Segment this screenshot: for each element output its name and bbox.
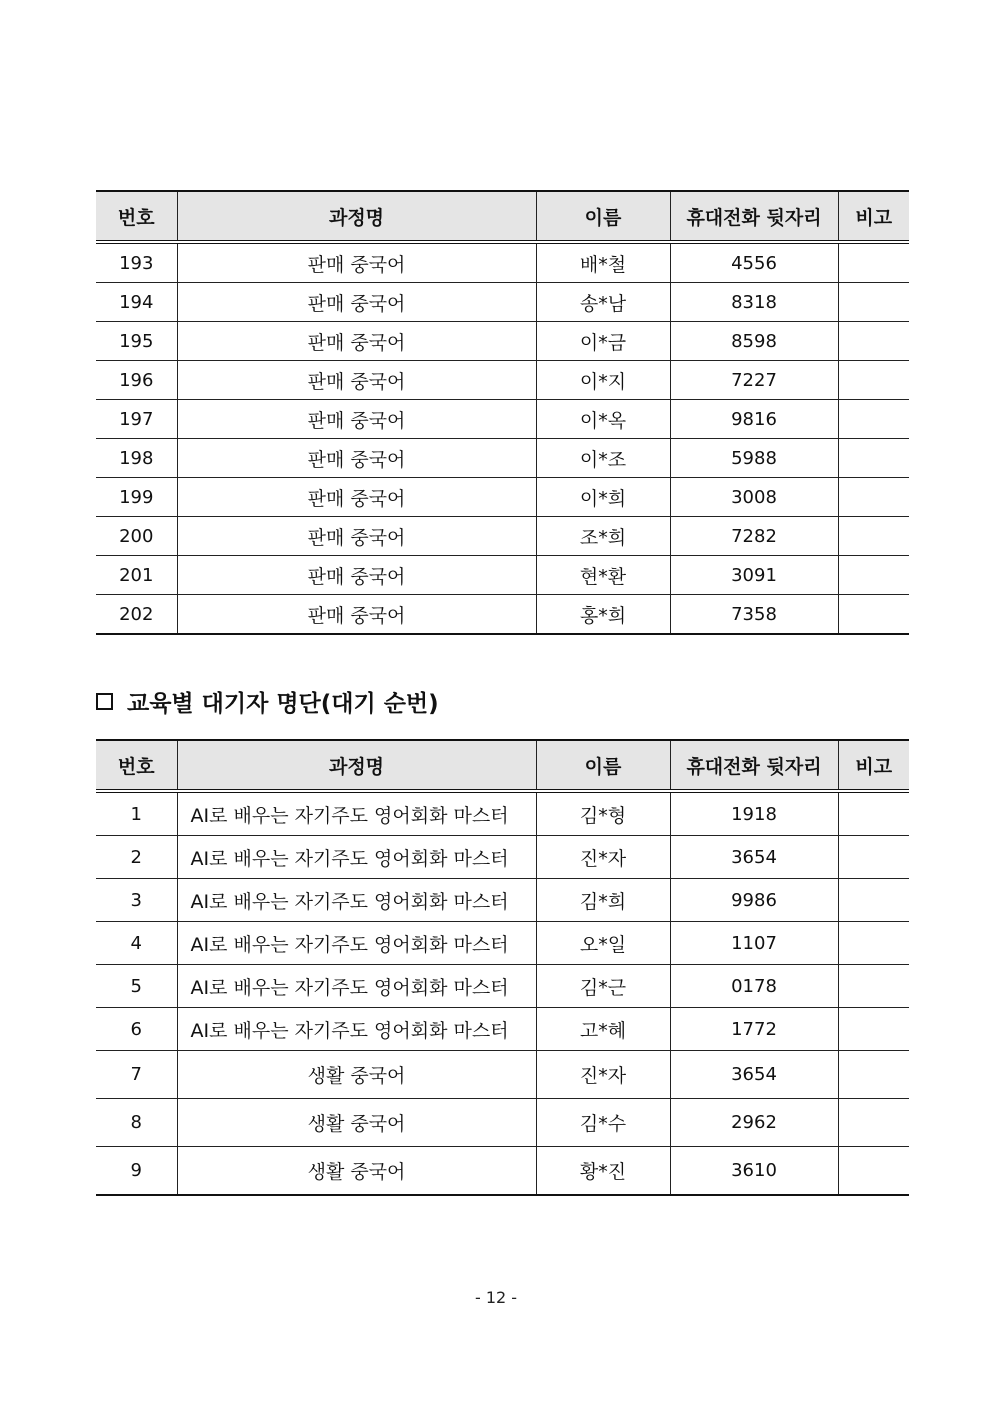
cell-name: 오*일 xyxy=(536,922,670,965)
cell-course: 판매 중국어 xyxy=(177,556,536,595)
table-row xyxy=(96,556,909,595)
cell-phone: 7282 xyxy=(670,517,838,556)
cell-name: 김*근 xyxy=(536,965,670,1008)
waitlist-table xyxy=(96,739,909,1196)
header-phone-last-digits: 휴대전화 뒷자리 xyxy=(670,191,838,242)
header-remarks: 비고 xyxy=(838,740,909,791)
table-header-row xyxy=(96,191,909,242)
cell-name: 황*진 xyxy=(536,1147,670,1196)
cell-course: 판매 중국어 xyxy=(177,517,536,556)
cell-number: 1 xyxy=(96,791,177,836)
cell-remarks xyxy=(838,1099,909,1147)
table-row xyxy=(96,1008,909,1051)
cell-phone: 7358 xyxy=(670,595,838,635)
cell-phone: 1772 xyxy=(670,1008,838,1051)
cell-course: 판매 중국어 xyxy=(177,361,536,400)
cell-number: 199 xyxy=(96,478,177,517)
cell-course: AI로 배우는 자기주도 영어회화 마스터 xyxy=(177,965,536,1008)
cell-course: 판매 중국어 xyxy=(177,439,536,478)
cell-phone: 9816 xyxy=(670,400,838,439)
header-name: 이름 xyxy=(536,740,670,791)
table-row xyxy=(96,283,909,322)
header-course: 과정명 xyxy=(177,191,536,242)
cell-course: 생활 중국어 xyxy=(177,1051,536,1099)
table-row xyxy=(96,922,909,965)
cell-number: 3 xyxy=(96,879,177,922)
header-phone-last-digits: 휴대전화 뒷자리 xyxy=(670,740,838,791)
cell-course: AI로 배우는 자기주도 영어회화 마스터 xyxy=(177,1008,536,1051)
cell-phone: 8598 xyxy=(670,322,838,361)
cell-number: 8 xyxy=(96,1099,177,1147)
cell-number: 200 xyxy=(96,517,177,556)
table-row xyxy=(96,439,909,478)
cell-number: 194 xyxy=(96,283,177,322)
cell-course: AI로 배우는 자기주도 영어회화 마스터 xyxy=(177,922,536,965)
cell-course: 판매 중국어 xyxy=(177,322,536,361)
cell-name: 이*지 xyxy=(536,361,670,400)
cell-name: 홍*희 xyxy=(536,595,670,635)
header-course: 과정명 xyxy=(177,740,536,791)
cell-phone: 3091 xyxy=(670,556,838,595)
cell-remarks xyxy=(838,439,909,478)
cell-phone: 3610 xyxy=(670,1147,838,1196)
table-row xyxy=(96,965,909,1008)
header-remarks: 비고 xyxy=(838,191,909,242)
cell-number: 196 xyxy=(96,361,177,400)
cell-course: 판매 중국어 xyxy=(177,242,536,283)
cell-name: 이*옥 xyxy=(536,400,670,439)
cell-name: 진*자 xyxy=(536,836,670,879)
header-number: 번호 xyxy=(96,740,177,791)
cell-phone: 1107 xyxy=(670,922,838,965)
cell-remarks xyxy=(838,517,909,556)
cell-name: 이*희 xyxy=(536,478,670,517)
cell-number: 202 xyxy=(96,595,177,635)
cell-number: 2 xyxy=(96,836,177,879)
header-name: 이름 xyxy=(536,191,670,242)
table-header-row xyxy=(96,740,909,791)
cell-remarks xyxy=(838,556,909,595)
cell-phone: 5988 xyxy=(670,439,838,478)
cell-number: 201 xyxy=(96,556,177,595)
cell-phone: 3654 xyxy=(670,1051,838,1099)
cell-remarks xyxy=(838,1051,909,1099)
cell-name: 배*철 xyxy=(536,242,670,283)
cell-number: 193 xyxy=(96,242,177,283)
cell-name: 김*수 xyxy=(536,1099,670,1147)
cell-name: 진*자 xyxy=(536,1051,670,1099)
table-row xyxy=(96,1051,909,1099)
cell-course: 판매 중국어 xyxy=(177,283,536,322)
cell-name: 김*희 xyxy=(536,879,670,922)
cell-phone: 4556 xyxy=(670,242,838,283)
cell-name: 김*형 xyxy=(536,791,670,836)
cell-remarks xyxy=(838,242,909,283)
cell-number: 5 xyxy=(96,965,177,1008)
cell-number: 4 xyxy=(96,922,177,965)
table-row xyxy=(96,1147,909,1196)
cell-course: 판매 중국어 xyxy=(177,595,536,635)
cell-name: 이*금 xyxy=(536,322,670,361)
cell-remarks xyxy=(838,836,909,879)
cell-phone: 8318 xyxy=(670,283,838,322)
table-row xyxy=(96,361,909,400)
cell-remarks xyxy=(838,322,909,361)
checkbox-icon xyxy=(96,693,113,710)
cell-course: 판매 중국어 xyxy=(177,400,536,439)
table-row xyxy=(96,242,909,283)
table-row xyxy=(96,1099,909,1147)
cell-number: 195 xyxy=(96,322,177,361)
cell-course: AI로 배우는 자기주도 영어회화 마스터 xyxy=(177,836,536,879)
cell-phone: 7227 xyxy=(670,361,838,400)
cell-course: AI로 배우는 자기주도 영어회화 마스터 xyxy=(177,791,536,836)
cell-name: 현*환 xyxy=(536,556,670,595)
cell-number: 6 xyxy=(96,1008,177,1051)
cell-number: 9 xyxy=(96,1147,177,1196)
cell-phone: 3008 xyxy=(670,478,838,517)
cell-name: 송*남 xyxy=(536,283,670,322)
cell-course: 생활 중국어 xyxy=(177,1147,536,1196)
sales-chinese-roster-table xyxy=(96,190,909,635)
cell-remarks xyxy=(838,965,909,1008)
cell-course: AI로 배우는 자기주도 영어회화 마스터 xyxy=(177,879,536,922)
cell-course: 판매 중국어 xyxy=(177,478,536,517)
cell-remarks xyxy=(838,879,909,922)
section-heading xyxy=(96,683,439,719)
cell-remarks xyxy=(838,791,909,836)
table-row xyxy=(96,836,909,879)
header-number: 번호 xyxy=(96,191,177,242)
cell-remarks xyxy=(838,400,909,439)
cell-phone: 9986 xyxy=(670,879,838,922)
cell-remarks xyxy=(838,1147,909,1196)
cell-number: 7 xyxy=(96,1051,177,1099)
cell-remarks xyxy=(838,361,909,400)
cell-course: 생활 중국어 xyxy=(177,1099,536,1147)
cell-name: 고*혜 xyxy=(536,1008,670,1051)
table-row xyxy=(96,400,909,439)
cell-phone: 1918 xyxy=(670,791,838,836)
cell-phone: 3654 xyxy=(670,836,838,879)
cell-remarks xyxy=(838,922,909,965)
cell-phone: 2962 xyxy=(670,1099,838,1147)
cell-remarks xyxy=(838,595,909,635)
cell-name: 이*조 xyxy=(536,439,670,478)
table-row xyxy=(96,478,909,517)
table-row xyxy=(96,791,909,836)
cell-phone: 0178 xyxy=(670,965,838,1008)
cell-name: 조*희 xyxy=(536,517,670,556)
table-row xyxy=(96,517,909,556)
table-row xyxy=(96,879,909,922)
cell-remarks xyxy=(838,283,909,322)
cell-remarks xyxy=(838,478,909,517)
cell-number: 197 xyxy=(96,400,177,439)
cell-remarks xyxy=(838,1008,909,1051)
page-number: - 12 - xyxy=(474,1288,518,1307)
section-title: 교육별 대기자 명단(대기 순번) xyxy=(127,690,439,717)
table-row xyxy=(96,322,909,361)
cell-number: 198 xyxy=(96,439,177,478)
table-row xyxy=(96,595,909,635)
